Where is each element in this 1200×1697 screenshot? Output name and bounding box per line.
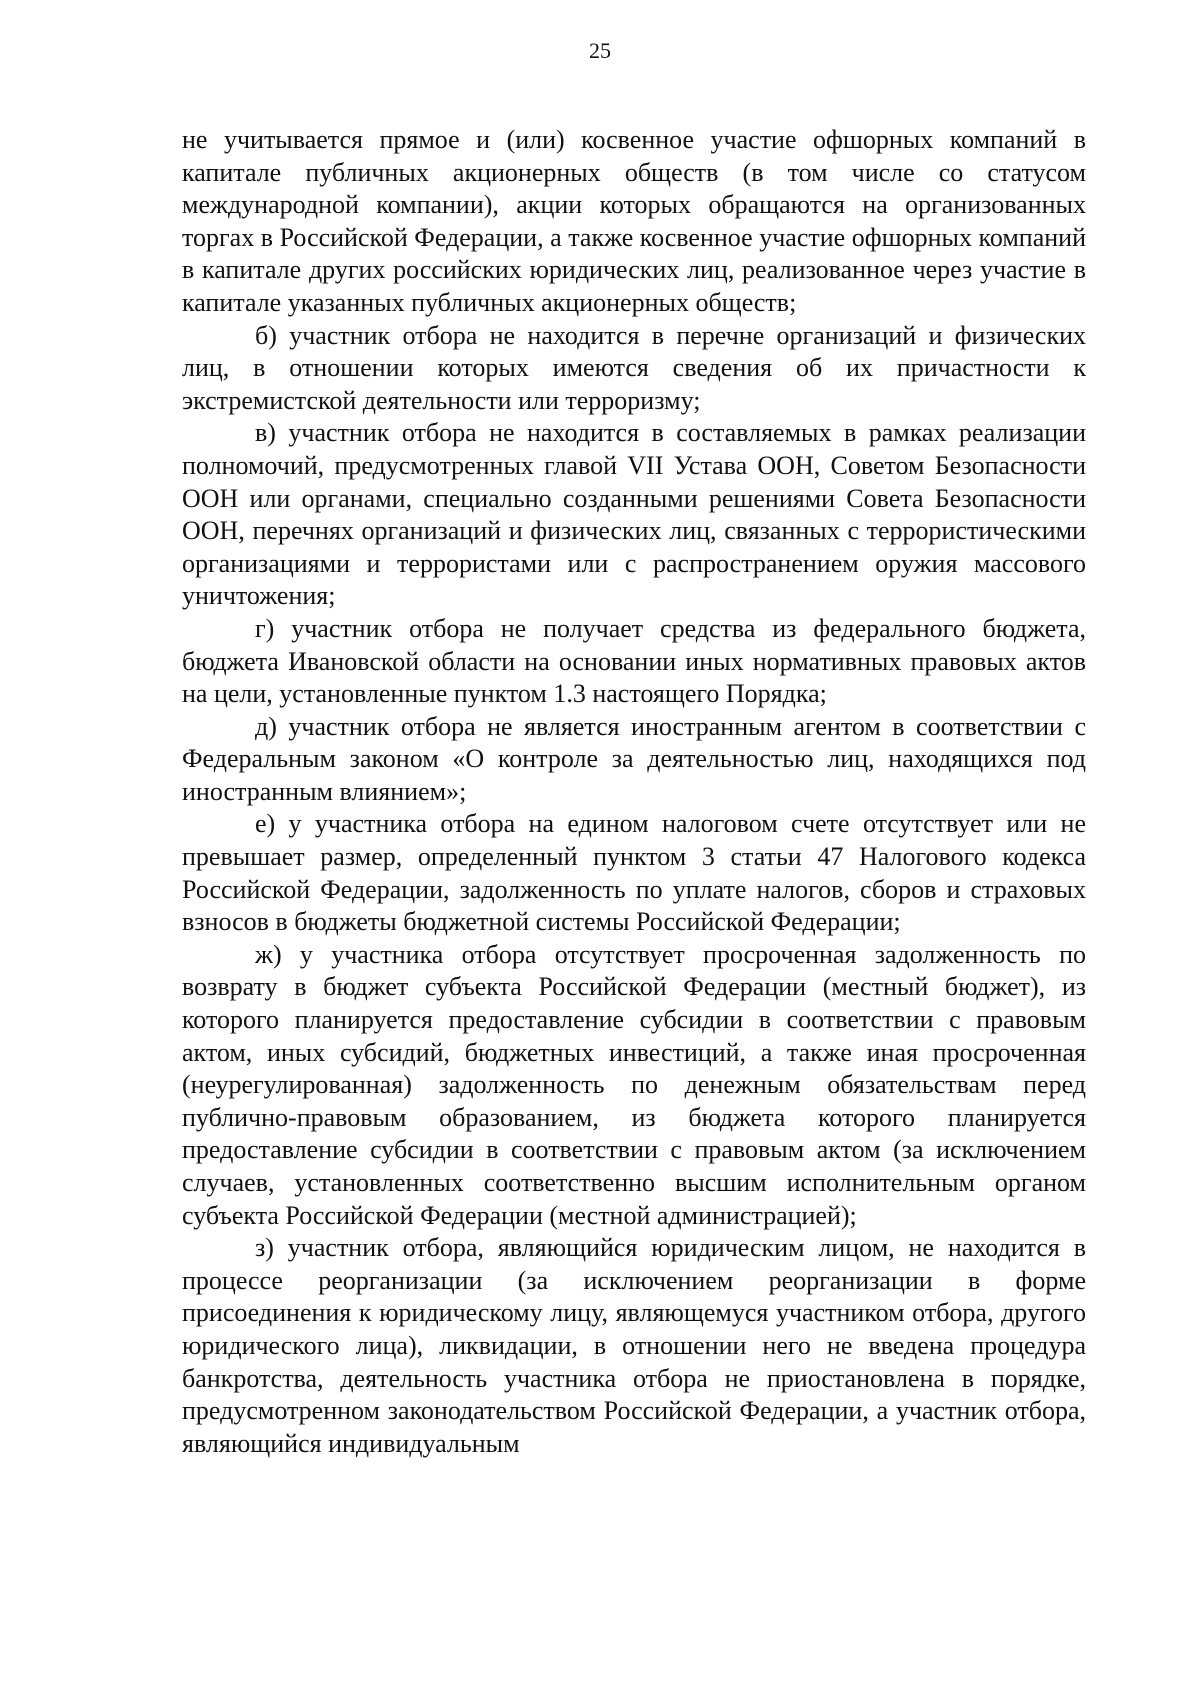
paragraph-offshore-participation: не учитывается прямое и (или) косвенное участие офшорных компаний в капитале публичных акционерных обществ (в том числе со статусом международной компании), акции которых обращаются на организованных торгах в Российской Федерации, а также косвенное участие офшорных компаний в капитале других российских юридических лиц, реализованное через участие в капитале указанных публичных акционерных обществ; xyxy=(182,125,1086,317)
paragraph-zh-overdue-debt: ж) у участника отбора отсутствует просроченная задолженность по возврату в бюджет субъекта Российской Федерации (местный бюджет), из которого планируется предоставление субсидии в соответствии с правовым актом, иных субсидий, бюджетных инвестиций, а также иная просроченная (неурегулированная) задолженность по денежным обязательствам перед публично-правовым образованием, из бюджета которого планируется предоставление субсидии в соответствии с правовым актом (за исключением случаев, установленных соответственно высшим исполнительным органом субъекта Российской Федерации (местной администрацией); xyxy=(182,939,1086,1230)
paragraph-b-extremism-list: б) участник отбора не находится в перечне организаций и физических лиц, в отношении которых имеются сведения об их причастности к экстремистской деятельности или терроризму; xyxy=(182,320,1086,415)
paragraph-d-foreign-agent: д) участник отбора не является иностранным агентом в соответствии с Федеральным законом «О контроле за деятельностью лиц, находящихся под иностранным влиянием»; xyxy=(182,711,1086,806)
paragraph-g-no-other-funds: г) участник отбора не получает средства из федерального бюджета, бюджета Ивановской области на основании иных нормативных правовых актов на цели, установленные пунктом 1.3 настоящего Порядка; xyxy=(182,613,1086,709)
paragraph-e-tax-debt: е) у участника отбора на едином налоговом счете отсутствует или не превышает размер, определенный пунктом 3 статьи 47 Налогового кодекса Российской Федерации, задолженность по уплате налогов, сборов и страховых взносов в бюджеты бюджетной системы Российской Федерации; xyxy=(182,809,1086,937)
page-number: 25 xyxy=(589,38,611,63)
paragraph-v-un-sanctions-list: в) участник отбора не находится в составляемых в рамках реализации полномочий, предусмотренных главой VII Устава ООН, Советом Безопасности ООН или органами, специально созданными решениями Совета Безопасности ООН, перечнях организаций и физических лиц, связанных с террористическими организациями и террористами или с распространением оружия массового уничтожения; xyxy=(182,418,1086,611)
document-body xyxy=(182,124,1086,1460)
paragraph-z-reorganization: з) участник отбора, являющийся юридическим лицом, не находится в процессе реорганизации (за исключением реорганизации в форме присоединения к юридическому лицу, являющемуся участником отбора, другого юридического лица), ликвидации, в отношении него не введена процедура банкротства, деятельность участника отбора не приостановлена в порядке, предусмотренном законодательством Российской Федерации, а участник отбора, являющийся индивидуальным xyxy=(182,1233,1086,1458)
